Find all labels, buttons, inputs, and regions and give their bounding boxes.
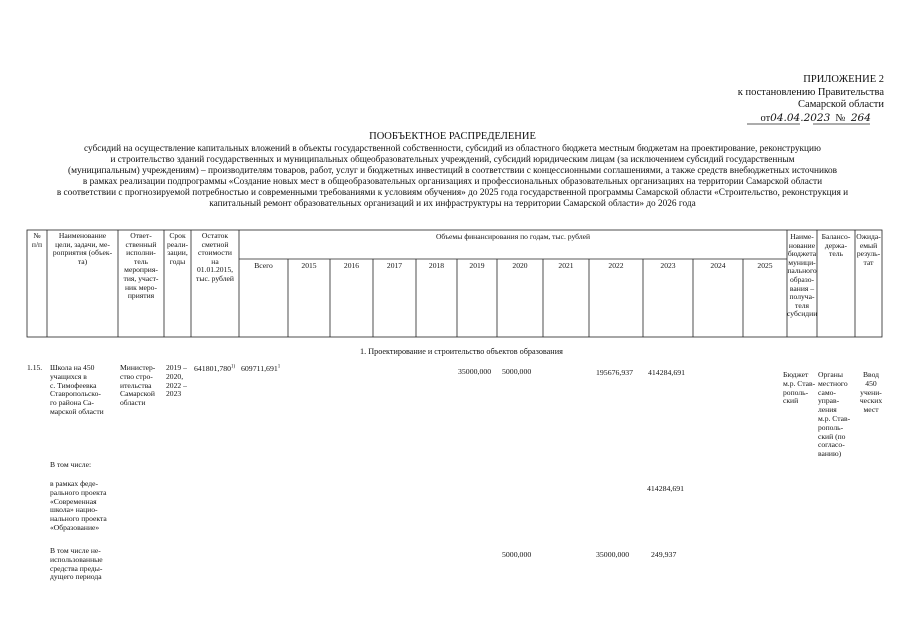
header-year-2024: 2024 (710, 261, 726, 270)
subrow-federal-2023: 414284,691 (647, 484, 685, 493)
row-value-2022: 195676,937 (596, 368, 634, 377)
subrow-unused-2020: 5000,000 (502, 550, 532, 559)
subrow-unused-2023: 249,937 (651, 550, 677, 559)
header-name: Наименование цели, задачи, ме- роприятия (объек- та) (52, 231, 113, 266)
header-year-2021: 2021 (558, 261, 574, 270)
header-year-2023: 2023 (660, 261, 676, 270)
appendix-title: ПРИЛОЖЕНИЕ 2 (803, 74, 884, 85)
subrow-federal-label: в рамках феде- рального проекта «Современная школа» нацио- нального проекта «Образование» (50, 479, 107, 532)
row-total (241, 364, 280, 373)
row-value-2019: 35000,000 (458, 367, 492, 376)
row-holder: Органы местного само- управ- ления м.р. Став- рополь- ский (по согласо- ванию) (818, 370, 851, 459)
header-volumes: Объемы финансирования по годам, тыс. рублей (435, 232, 591, 241)
including-label: В том числе: (50, 460, 92, 469)
header-total: Всего (254, 261, 273, 270)
header-remainder: Остаток сметной стоимости на 01.01.2015, тыс. рублей (196, 231, 234, 283)
row-number: 1.15. (27, 363, 43, 372)
header-year-2025: 2025 (757, 261, 773, 270)
header-result: Ожида- емый резуль- тат (856, 232, 881, 267)
row-term: 2019 – 2020, 2022 – 2023 (166, 363, 187, 399)
row-remainder-note: 1) (231, 364, 236, 370)
row-budget: Бюджет м.р. Став- рополь- ский (783, 370, 816, 406)
appendix-block (724, 74, 884, 125)
row-total-note: 1 (277, 364, 281, 370)
header-year-2020: 2020 (512, 261, 528, 270)
row-value-2023: 414284,691 (648, 368, 686, 377)
description-line-4: в рамках реализации подпрограммы «Создание новых мест в общеобразовательных организациях и профессиональных образовательных организациях на территории Самарской области (82, 177, 823, 187)
header-year-2015: 2015 (301, 261, 317, 270)
header-year-2017: 2017 (386, 261, 403, 270)
subrow-unused-label: В том числе не- использованные средства преды- дущего периода (50, 546, 103, 582)
description-line-1: субсидий на осуществление капитальных вложений в объекты государственной собственности, субсидий из областного бюджета местным бюджетам на проектирование, реконструкцию (84, 144, 821, 154)
number-value: 264 (850, 111, 871, 124)
header-budget: Наиме- нование бюджета муници- пального образо- вания – получа- теля субсидии (787, 232, 818, 319)
date-value: 04.04.2023 (770, 111, 831, 124)
description-line-2: и строительство зданий государственных и муниципальных общеобразовательных учреждений, субсидий юридическим лицам (за исключением субсидий государственным (110, 155, 795, 165)
row-responsible: Министер- ство стро- ительства Самарской области (120, 363, 156, 408)
section-title: 1. Проектирование и строительство объектов образования (360, 347, 563, 356)
header-term: Срок реали- зации, годы (166, 231, 189, 266)
number-prefix: № (835, 112, 846, 124)
header-year-2022: 2022 (608, 261, 624, 270)
description-line-5: в соответствии с прогнозируемой потребностью и современными требованиями к условиям обучения» до 2025 года государственной программы Самарской области «Строительство, реконструкция и (56, 188, 849, 198)
row-remainder-value: 641801,780 (194, 364, 232, 373)
appendix-region: Самарской области (798, 99, 884, 110)
header-holder: Балансо- держа- тель (821, 232, 851, 259)
row-value-2020: 5000,000 (502, 367, 532, 376)
subrow-unused-2022: 35000,000 (596, 550, 630, 559)
header-responsible: Ответ- ственный исполни- тель мероприя- тия, участ- ник меро- приятия (123, 231, 159, 301)
description-line-3: (муниципальным) учреждениям) – производителям товаров, работ, услуг и бюджетных инвестиций в соответствии с концессионными соглашениями, а также средств внебюджетных источников (67, 166, 838, 176)
header-num: № п/п (31, 231, 43, 249)
description-line-6: капитальный ремонт образовательных организаций и их инфраструктуры на территории Самарской области» до 2026 года (209, 199, 696, 209)
header-year-2019: 2019 (469, 261, 485, 270)
row-result: Ввод 450 учени- ческих мест (859, 370, 883, 415)
row-total-value: 609711,691 (241, 364, 278, 373)
appendix-resolution: к постановлению Правительства (737, 86, 884, 98)
header-year-2018: 2018 (428, 261, 445, 270)
date-prefix: от (760, 112, 771, 124)
document-title: ПООБЪЕКТНОЕ РАСПРЕДЕЛЕНИЕ (369, 131, 536, 142)
row-object-name: Школа на 450 учащихся в с. Тимофеевка Ставропольско- го района Са- марской области (50, 363, 104, 416)
header-year-2016: 2016 (343, 261, 360, 270)
row-remainder (194, 364, 235, 373)
appendix-date-line (724, 112, 884, 126)
